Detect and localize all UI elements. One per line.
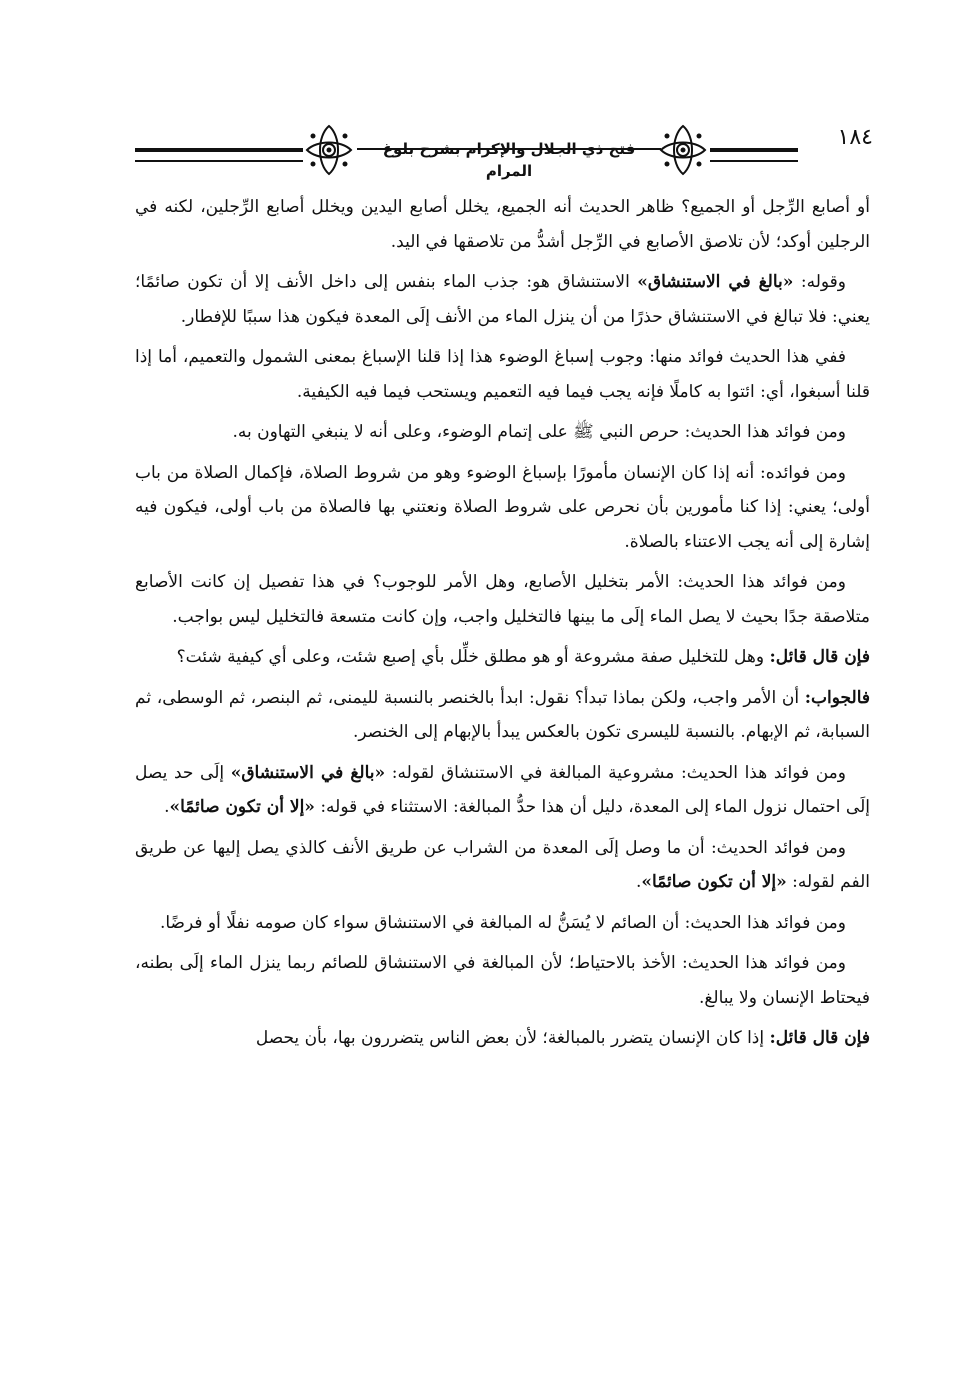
paragraph-p7 (135, 640, 870, 675)
page-number: ١٨٤ (837, 125, 873, 150)
paragraph-text: ومن فوائد هذا الحديث: أن الصائم لا يُسَنُّ له المبالغة في الاستنشاق سواء كان صومه نفلًا أو فرضًا. (159, 912, 846, 933)
paragraph-text: . (636, 872, 642, 892)
paragraph-text: ففي هذا الحديث فوائد منها: وجوب إسباغ الوضوء هذا إذا قلنا الإسباغ بمعنى الشمول والتعميم، أما إذا قلنا أسبغوا، أي: ائتوا به كاملًا فإنه يجب فيما فيه التعميم ويستحب فيما فيه الكيفية. (135, 347, 870, 402)
paragraph-p8 (135, 681, 870, 750)
paragraph-text: ومن فوائد هذا الحديث: الأمر بتخليل الأصابع، وهل الأمر للوجوب؟ في هذا تفصيل إن كانت الأصابع متلاصقة جدًا بحيث لا يصل الماء إلَى ما بينها فالتخليل واجب، وإن كانت متسعة فالتخليل ليس بواجب. (135, 572, 870, 627)
bold-text: «بالغ في الاستنشاق» (230, 762, 386, 783)
book-title: فتح ذي الجلال والإكرام بشرح بلوغ المرام (382, 140, 636, 180)
paragraph-text: . (164, 797, 170, 817)
running-header (135, 118, 873, 180)
paragraph-text: وهل للتخليل صفة مشروعة أو هو مطلق خلِّل بأي إصبع شئت، وعلى أي كيفية شئت؟ (176, 647, 770, 667)
paragraph-text: الاستنشاق هو: جذب الماء بنفس إلى داخل الأنف إلا أن تكون صائمًا؛ يعني: فلا تبالغ في الاستنشاق حذرًا من أن ينزل الماء من الأنف إلَى المعدة فيكون هذا سببًا للإفطار. (135, 272, 870, 327)
paragraph-p2 (135, 265, 870, 334)
bold-text: «إلا أن تكون صائمًا» (169, 797, 315, 817)
paragraph-p5 (135, 456, 870, 560)
bold-text: فإن قال قائل: (769, 1028, 870, 1048)
paragraph-text: ومن فوائد هذا الحديث: حرص النبي ﷺ على إتمام الوضوء، وعلى أنه لا ينبغي التهاون به. (232, 422, 846, 442)
paragraph-text: ومن فوائده: أنه إذا كان الإنسان مأمورًا بإسباغ الوضوء وهو من شروط الصلاة، فإكمال الصلاة من باب أولى؛ يعني: إذا كنا مأمورين بأن نحرص على شروط الصلاة ونعتني بها فالصلاة من باب أولى، فيكون فيه إشارة إلى أنه يجب الاعتناء بالصلاة. (135, 462, 870, 552)
paragraph-text: أن الأمر واجب، ولكن بماذا تبدأ؟ نقول: ابدأ بالخنصر بالنسبة لليمنى، ثم البنصر، ثم الوسطى، ثم السبابة، ثم الإبهام. بالنسبة لليسرى تكون بالعكس يبدأ بالإبهام إلى الخنصر. (135, 687, 870, 742)
header-rule-left (135, 148, 303, 162)
paragraph-p12 (135, 946, 870, 1015)
paragraph-p11 (135, 906, 870, 941)
bold-text: «بالغ في الاستنشاق» (637, 272, 794, 292)
ornament-left-icon (301, 122, 357, 178)
paragraph-text: ومن فوائد هذا الحديث: مشروعية المبالغة في الاستنشاق لقوله: (385, 762, 846, 783)
paragraph-p13 (135, 1021, 870, 1056)
paragraph-p10 (135, 831, 870, 900)
bold-text: «إلا أن تكون صائمًا» (641, 872, 787, 892)
paragraph-text: وقوله: (793, 272, 846, 292)
paragraph-p3 (135, 340, 870, 409)
paragraph-text: ومن فوائد هذا الحديث: الأخذ بالاحتياط؛ لأن المبالغة في الاستنشاق للصائم ربما ينزل الماء إلَى بطنه، فيحتاط الإنسان ولا يبالغ. (135, 953, 870, 1008)
body-text (135, 190, 870, 1062)
ornament-right-icon (655, 122, 711, 178)
paragraph-text: أو أصابع الرِّجل أو الجميع؟ ظاهر الحديث أنه الجميع، يخلل أصابع اليدين ويخلل أصابع الرِّجلين، لكنه في الرجلين أوكد؛ لأن تلاصق الأصابع في الرِّجل أشدُّ من تلاصقها في اليد. (135, 197, 870, 252)
header-rule-right (710, 148, 798, 162)
paragraph-p9 (135, 756, 870, 825)
paragraph-text: إلَى حد يصل إلَى احتمال نزول الماء إلى المعدة، دليل أن هذا حدُّ المبالغة: الاستثناء في قوله: (135, 762, 870, 817)
bold-text: فالجواب: (804, 687, 870, 708)
paragraph-p6 (135, 565, 870, 634)
paragraph-p4 (135, 415, 870, 450)
bold-text: فإن قال قائل: (769, 647, 870, 667)
paragraph-text: ومن فوائد الحديث: أن ما وصل إلَى المعدة من الشراب عن طريق الأنف كالذي يصل إليها عن طريق الفم لقوله: (135, 837, 870, 892)
paragraph-text: إذا كان الإنسان يتضرر بالمبالغة؛ لأن بعض الناس يتضررون بها، بأن يحصل (255, 1028, 770, 1048)
paragraph-p1 (135, 190, 870, 259)
